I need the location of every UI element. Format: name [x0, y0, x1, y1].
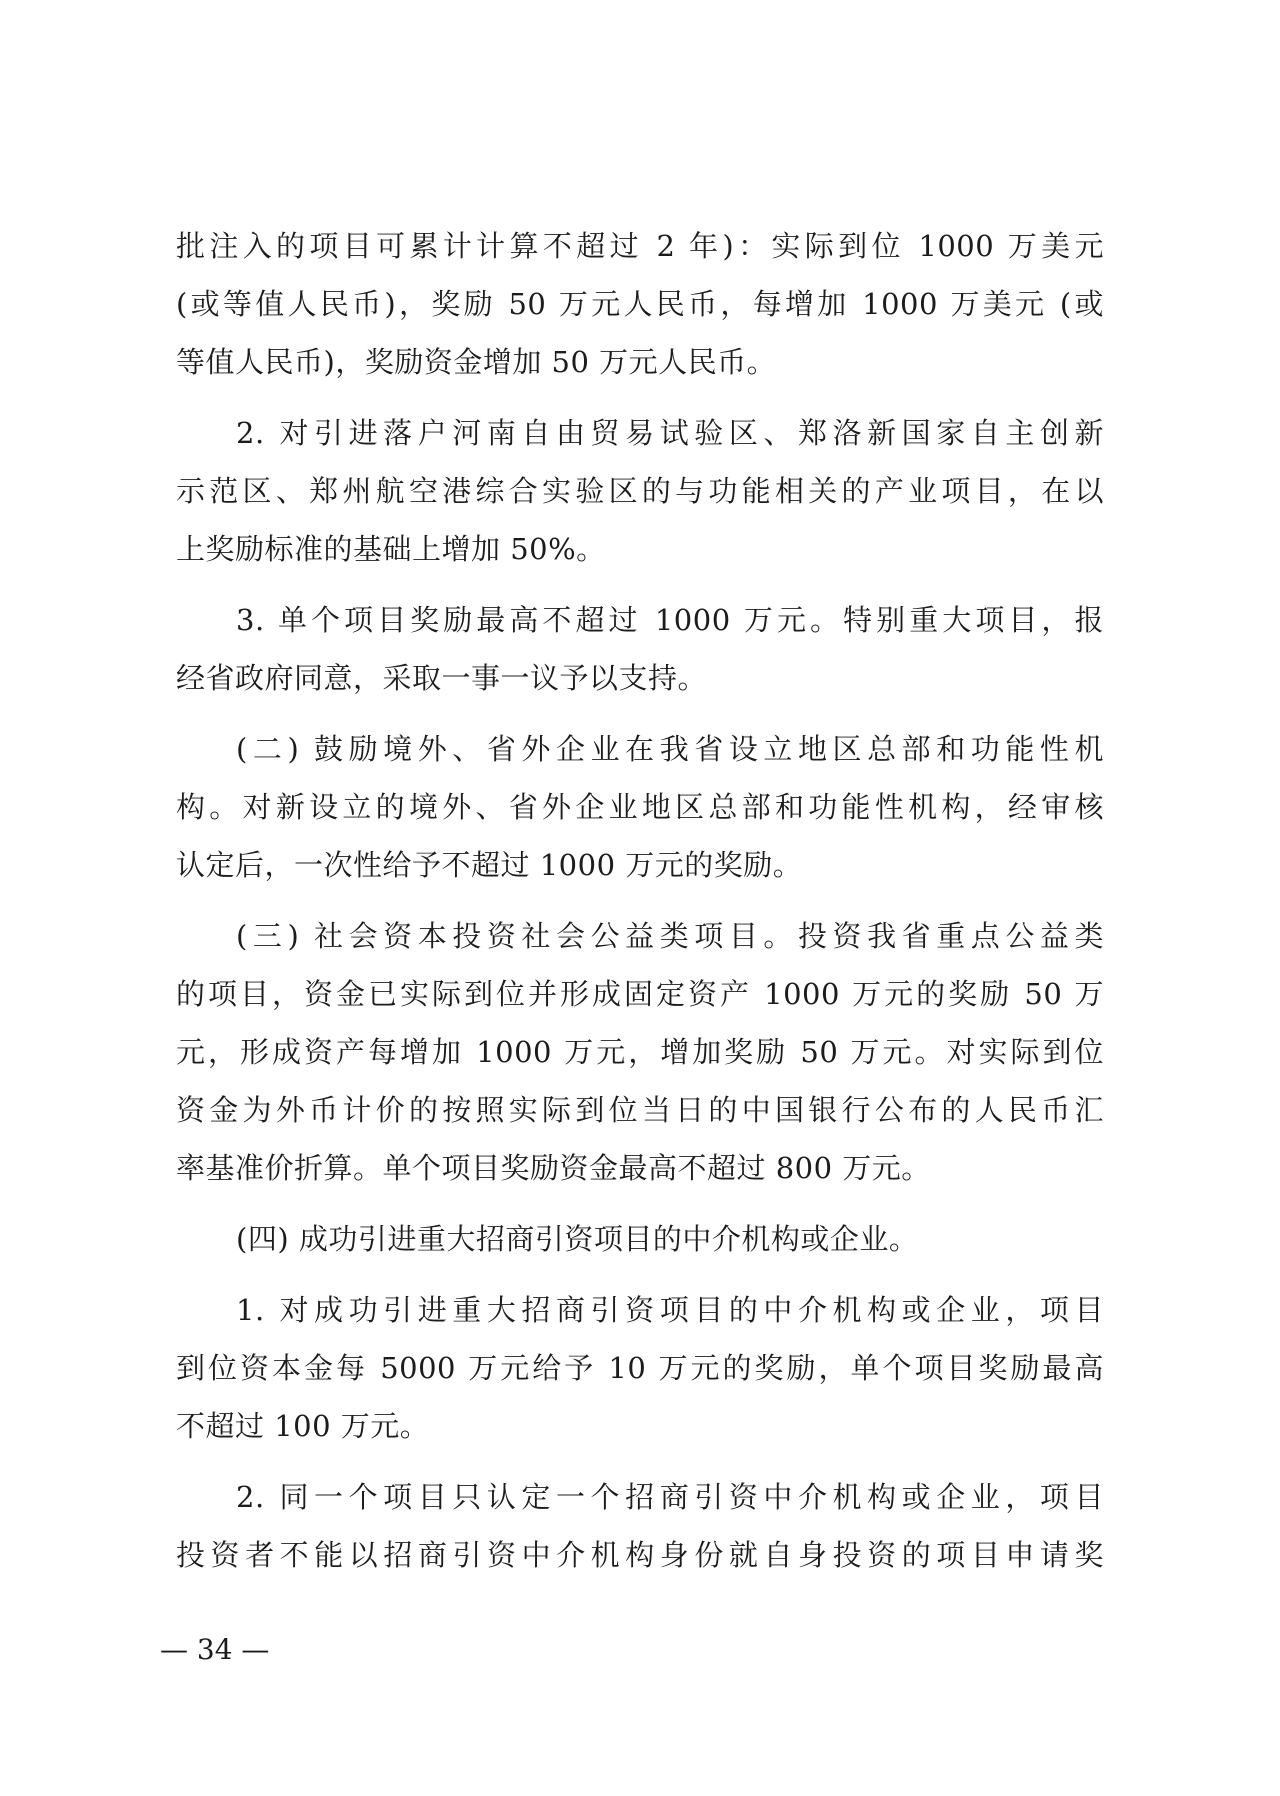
- body-line: 批注入的项目可累计计算不超过 2 年)：实际到位 1000 万美元: [176, 229, 1104, 263]
- body-line: 等值人民币)，奖励资金增加 50 万元人民币。: [176, 345, 777, 379]
- body-line: 到位资本金每 5000 万元给予 10 万元的奖励，单个项目奖励最高: [176, 1351, 1104, 1385]
- body-line: 上奖励标准的基础上增加 50%。: [176, 532, 606, 566]
- body-line: 投资者不能以招商引资中介机构身份就自身投资的项目申请奖: [176, 1538, 1104, 1572]
- body-line: 经省政府同意，采取一事一议予以支持。: [176, 661, 708, 695]
- body-line: 示范区、郑州航空港综合实验区的与功能相关的产业项目，在以: [176, 474, 1104, 508]
- body-line: 不超过 100 万元。: [176, 1409, 430, 1443]
- body-line: 构。对新设立的境外、省外企业地区总部和功能性机构，经审核: [176, 790, 1104, 824]
- body-line: 的项目，资金已实际到位并形成固定资产 1000 万元的奖励 50 万: [176, 977, 1104, 1011]
- body-line: 2. 对引进落户河南自由贸易试验区、郑洛新国家自主创新: [236, 416, 1104, 450]
- body-line: 率基准价折算。单个项目奖励资金最高不超过 800 万元。: [176, 1151, 931, 1185]
- body-line: (四) 成功引进重大招商引资项目的中介机构或企业。: [236, 1222, 919, 1256]
- page-number: — 34 —: [160, 1633, 270, 1666]
- body-line: 3. 单个项目奖励最高不超过 1000 万元。特别重大项目，报: [236, 603, 1104, 637]
- body-line: 认定后，一次性给予不超过 1000 万元的奖励。: [176, 848, 803, 882]
- body-line: (三) 社会资本投资社会公益类项目。投资我省重点公益类: [236, 919, 1104, 953]
- body-line: 1. 对成功引进重大招商引资项目的中介机构或企业，项目: [236, 1293, 1104, 1327]
- body-line: 元，形成资产每增加 1000 万元，增加奖励 50 万元。对实际到位: [176, 1035, 1104, 1069]
- body-line: (二) 鼓励境外、省外企业在我省设立地区总部和功能性机: [236, 732, 1104, 766]
- body-line: (或等值人民币)，奖励 50 万元人民币，每增加 1000 万美元 (或: [176, 287, 1104, 321]
- body-line: 资金为外币计价的按照实际到位当日的中国银行公布的人民币汇: [176, 1093, 1104, 1127]
- body-line: 2. 同一个项目只认定一个招商引资中介机构或企业，项目: [236, 1480, 1104, 1514]
